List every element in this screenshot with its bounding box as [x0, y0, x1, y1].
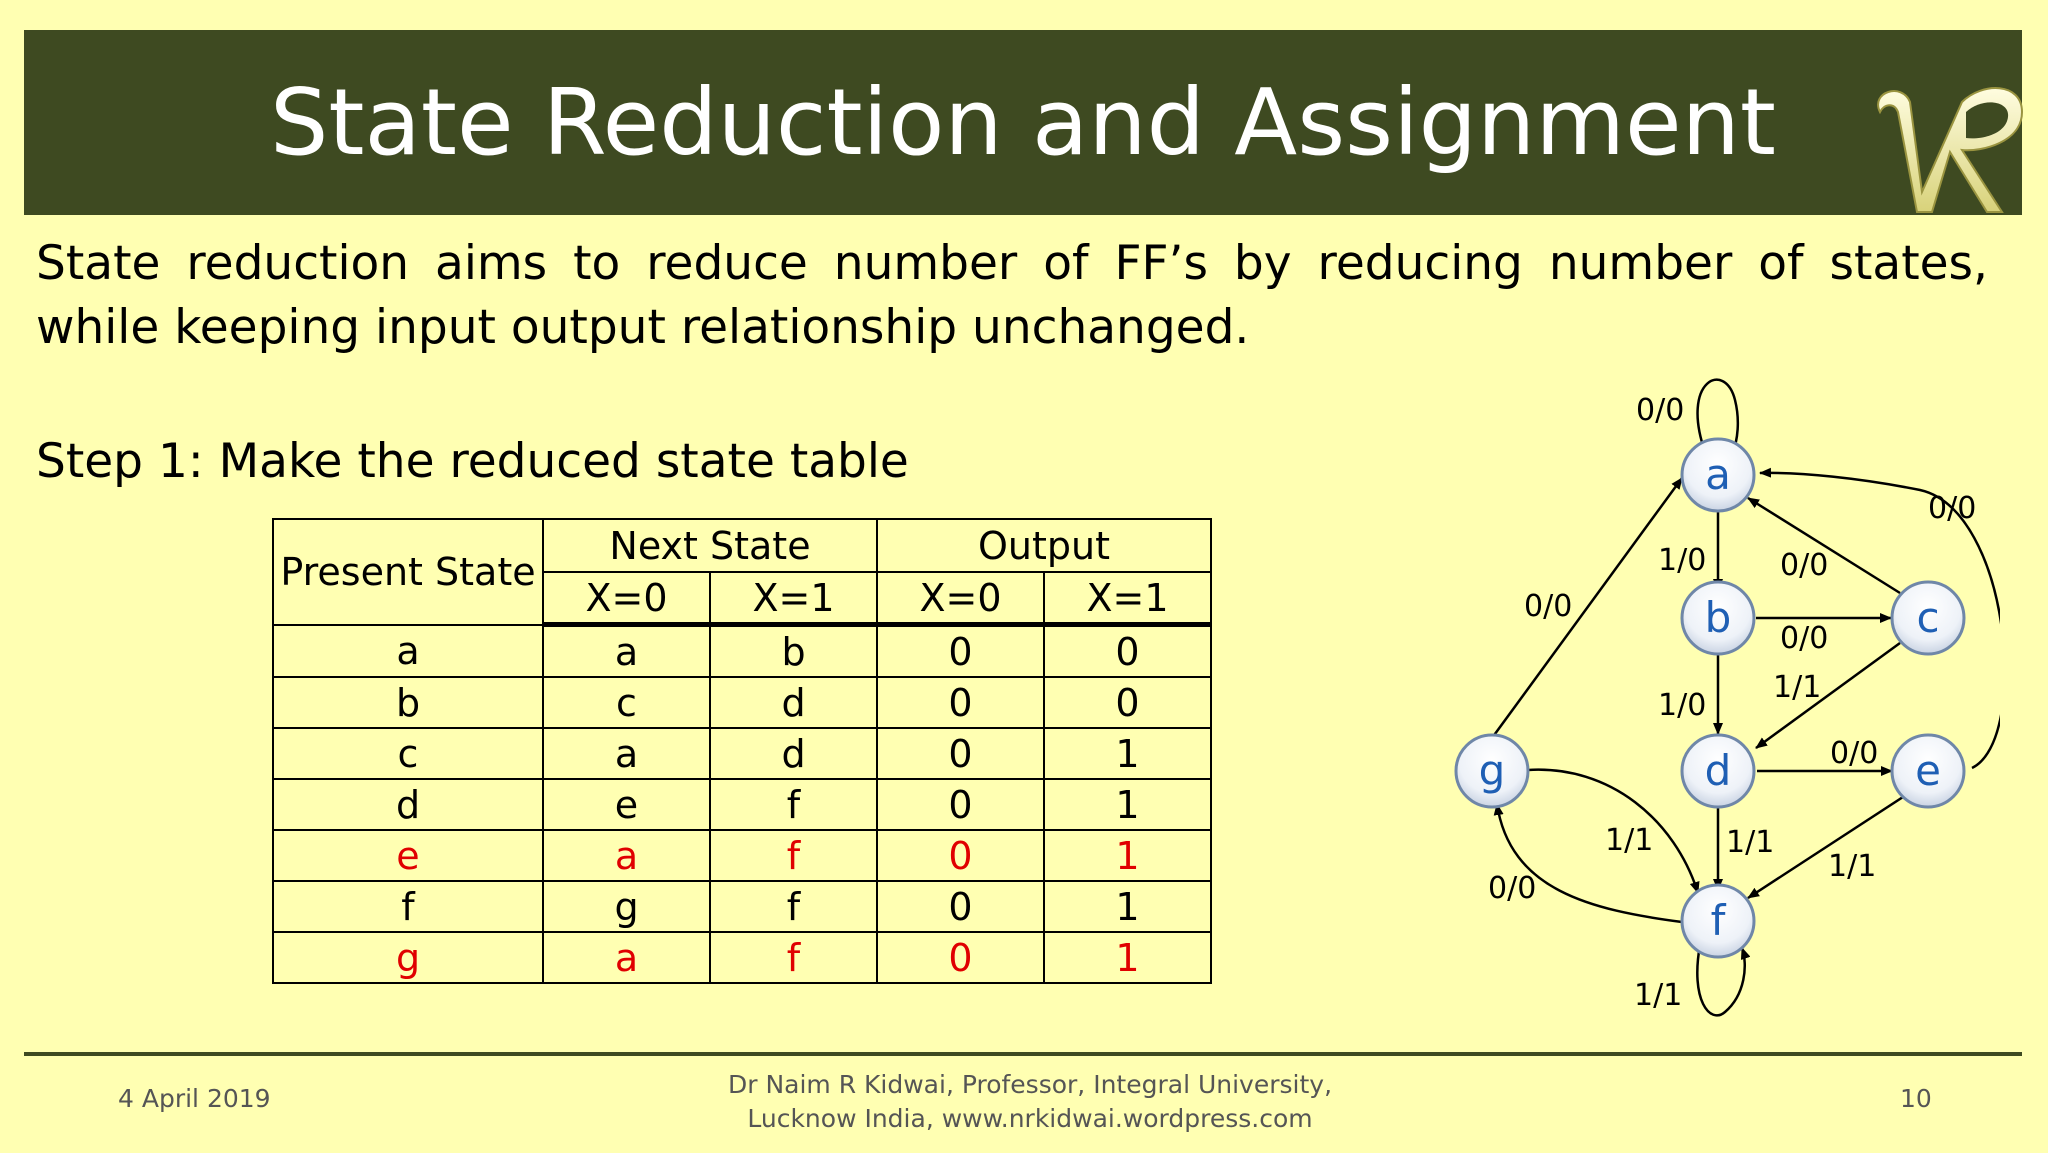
state-table	[272, 518, 1212, 984]
state-diagram	[1440, 370, 2000, 1030]
cell-ps: c	[273, 728, 543, 779]
cell-out0: 0	[877, 677, 1044, 728]
next-x0-header: X=0	[543, 572, 710, 625]
label-g-a: 0/0	[1524, 589, 1573, 624]
cell-out1: 1	[1044, 932, 1211, 983]
cell-ns0: a	[543, 625, 710, 678]
cell-ps: e	[273, 830, 543, 881]
state-label-f: f	[1710, 896, 1726, 945]
cell-out1: 1	[1044, 728, 1211, 779]
cell-ps: g	[273, 932, 543, 983]
cell-out1: 1	[1044, 830, 1211, 881]
footer-divider	[24, 1052, 2022, 1056]
cell-out1: 1	[1044, 779, 1211, 830]
cell-ns1: d	[710, 728, 877, 779]
intro-paragraph: State reduction aims to reduce number of FF’s by reducing number of states, while keeping input output relationship unchanged.	[36, 236, 1988, 355]
label-a-b: 1/0	[1658, 543, 1707, 578]
cell-ps: a	[273, 625, 543, 678]
cell-out0: 0	[877, 830, 1044, 881]
label-c-a: 0/0	[1780, 548, 1829, 583]
output-header: Output	[877, 519, 1211, 572]
table-row	[273, 932, 1211, 983]
state-label-e: e	[1915, 746, 1941, 795]
cell-ns1: f	[710, 779, 877, 830]
cell-ns0: a	[543, 830, 710, 881]
cell-ps: d	[273, 779, 543, 830]
out-x0-header: X=0	[877, 572, 1044, 625]
cell-ns1: f	[710, 881, 877, 932]
cell-out1: 0	[1044, 677, 1211, 728]
edge-g-a	[1492, 478, 1682, 738]
cell-ps: b	[273, 677, 543, 728]
title-bar	[24, 30, 2022, 215]
footer-author-line-1: Dr Naim R Kidwai, Professor, Integral University,	[727, 1070, 1333, 1099]
present-state-header: Present State	[273, 519, 543, 625]
state-label-d: d	[1704, 746, 1732, 795]
footer-date: 4 April 2019	[118, 1084, 271, 1113]
nr-logo	[1862, 72, 2032, 232]
table-row	[273, 625, 1211, 678]
cell-out0: 0	[877, 932, 1044, 983]
table-row	[273, 728, 1211, 779]
table-row	[273, 881, 1211, 932]
out-x1-header: X=1	[1044, 572, 1211, 625]
state-node-b	[1682, 582, 1754, 654]
state-label-a: a	[1705, 450, 1731, 499]
state-node-d	[1682, 735, 1754, 807]
table-row	[273, 830, 1211, 881]
label-g-f: 1/1	[1605, 823, 1654, 858]
table-row	[273, 779, 1211, 830]
label-e-f: 1/1	[1828, 849, 1877, 884]
state-node-g	[1456, 735, 1528, 807]
cell-out0: 0	[877, 881, 1044, 932]
state-label-g: g	[1478, 746, 1506, 795]
cell-ns1: f	[710, 830, 877, 881]
label-f-self: 1/1	[1634, 978, 1683, 1013]
cell-ns1: f	[710, 932, 877, 983]
label-d-f: 1/1	[1726, 825, 1775, 860]
label-b-c: 0/0	[1780, 621, 1829, 656]
cell-out0: 0	[877, 728, 1044, 779]
label-f-g: 0/0	[1488, 871, 1537, 906]
label-d-e: 0/0	[1830, 736, 1879, 771]
cell-ns1: d	[710, 677, 877, 728]
state-node-e	[1892, 735, 1964, 807]
label-b-d: 1/0	[1658, 688, 1707, 723]
state-node-f	[1682, 885, 1754, 957]
cell-out0: 0	[877, 779, 1044, 830]
next-state-header: Next State	[543, 519, 877, 572]
cell-ns1: b	[710, 625, 877, 678]
cell-ps: f	[273, 881, 543, 932]
cell-ns0: c	[543, 677, 710, 728]
step-1-heading: Step 1: Make the reduced state table	[36, 434, 909, 489]
footer-author	[680, 1068, 1380, 1136]
label-e-a: 0/0	[1928, 491, 1977, 526]
cell-out0: 0	[877, 625, 1044, 678]
cell-ns0: a	[543, 932, 710, 983]
state-node-c	[1892, 582, 1964, 654]
label-c-d: 1/1	[1773, 670, 1822, 705]
next-x1-header: X=1	[710, 572, 877, 625]
label-a-self: 0/0	[1636, 393, 1685, 428]
state-label-b: b	[1704, 593, 1732, 642]
table-row	[273, 677, 1211, 728]
cell-ns0: g	[543, 881, 710, 932]
slide-title: State Reduction and Assignment	[270, 69, 1776, 176]
page-number: 10	[1900, 1084, 1932, 1113]
cell-out1: 1	[1044, 881, 1211, 932]
state-node-a	[1682, 439, 1754, 511]
footer-author-line-2: Lucknow India, www.nrkidwai.wordpress.com	[747, 1104, 1313, 1133]
cell-ns0: e	[543, 779, 710, 830]
cell-ns0: a	[543, 728, 710, 779]
state-label-c: c	[1916, 593, 1940, 642]
cell-out1: 0	[1044, 625, 1211, 678]
